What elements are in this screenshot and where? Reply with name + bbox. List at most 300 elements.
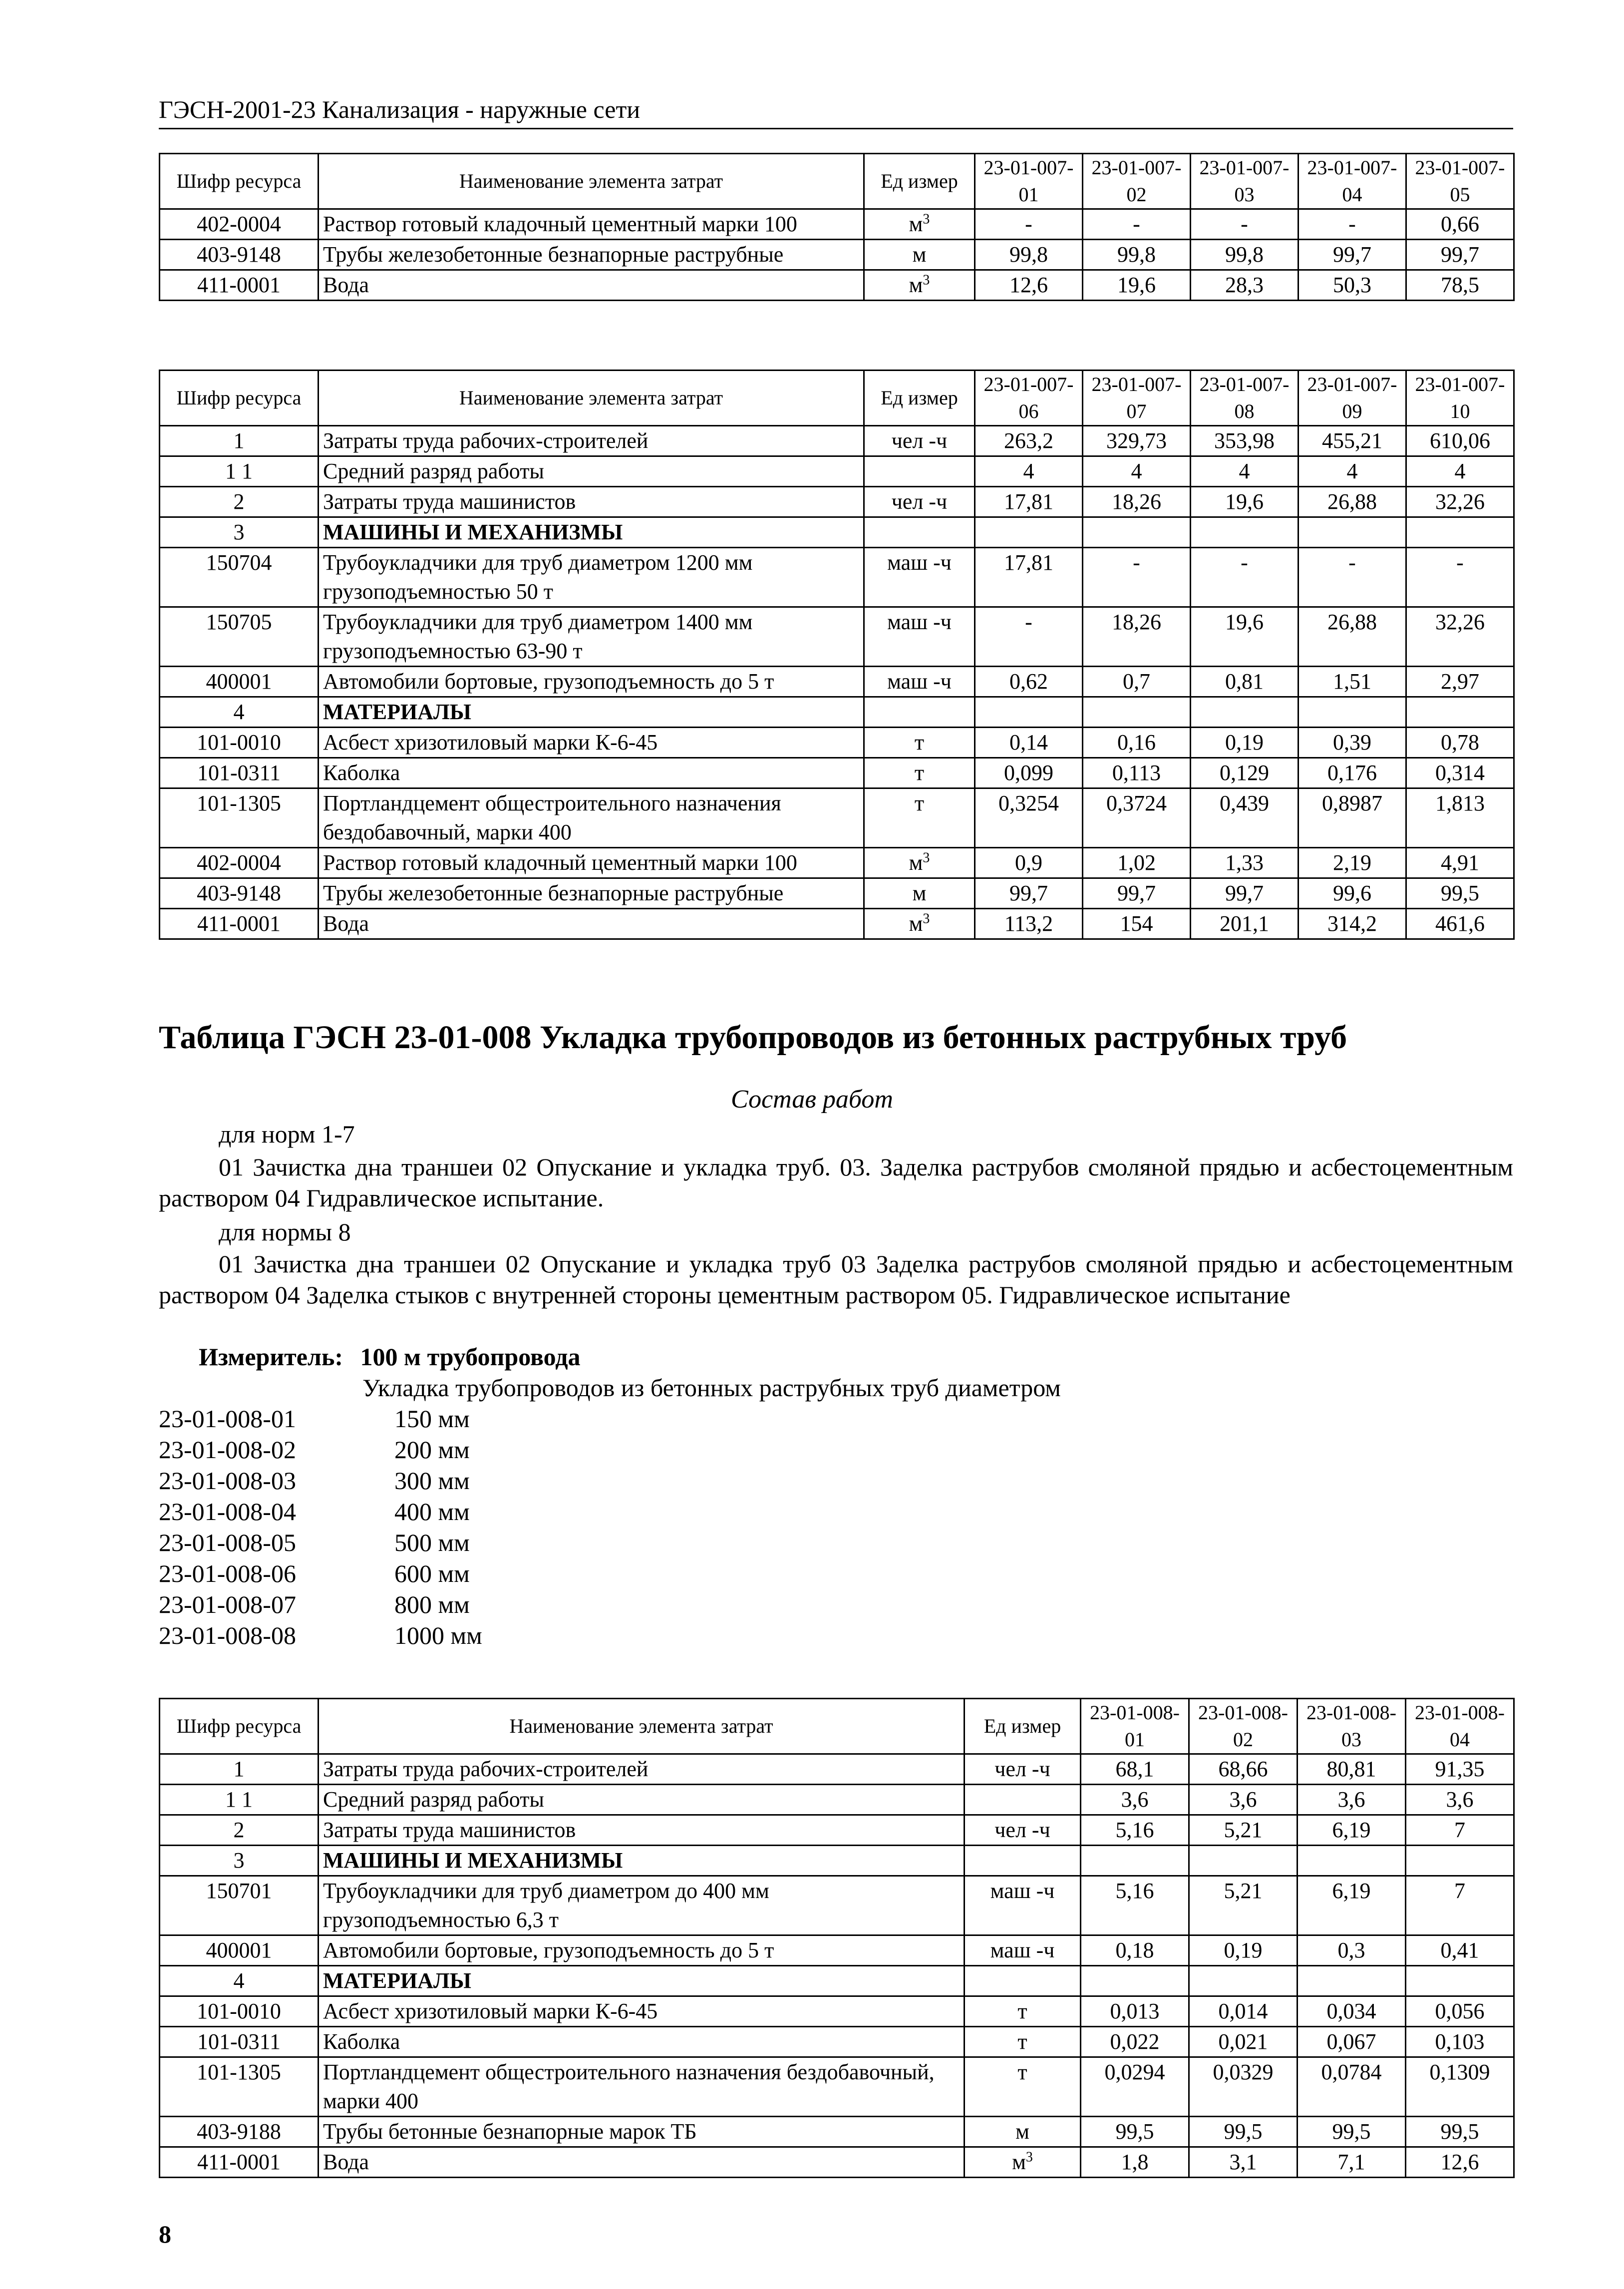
column-header: 23-01-008-04 xyxy=(1406,1699,1514,1754)
unit-cell: чел -ч xyxy=(864,487,975,517)
code-row xyxy=(159,1558,482,1589)
value-cell: 68,1 xyxy=(1081,1754,1189,1785)
unit-cell: м xyxy=(864,878,975,909)
value-cell xyxy=(1081,1966,1189,1996)
resource-code-cell: 1 1 xyxy=(160,456,319,487)
pipe-diameter: 600 мм xyxy=(394,1559,470,1587)
value-cell: 0,8987 xyxy=(1299,788,1406,848)
value-cell: 0,66 xyxy=(1406,209,1514,240)
value-cell: 19,6 xyxy=(1191,607,1299,667)
cost-element-cell: Портландцемент общестроительного назначения бездобавочный, марки 400 xyxy=(319,2057,965,2117)
resource-code-cell: 403-9148 xyxy=(160,878,319,909)
cost-element-cell: Асбест хризотиловый марки К-6-45 xyxy=(319,728,864,758)
value-cell: 7 xyxy=(1406,1815,1514,1846)
value-cell: 0,022 xyxy=(1081,2027,1189,2057)
table-row xyxy=(160,548,1514,607)
table-row xyxy=(160,1785,1514,1815)
unit-cell: т xyxy=(864,788,975,848)
norms-2-text: 01 Зачистка дна траншеи 02 Опускание и укладка труб 03 Заделка раструбов смоляной прядью и асбестоцементным раствором 04 Заделка стыков с внутренней стороны цементным раствором 05. Гидравлическое испытание xyxy=(159,1250,1513,1309)
value-cell xyxy=(1406,517,1514,548)
table-row xyxy=(160,788,1514,848)
cost-element-cell: Средний разряд работы xyxy=(319,1785,965,1815)
value-cell xyxy=(1406,1966,1514,1996)
table-row xyxy=(160,2147,1514,2178)
value-cell: 1,33 xyxy=(1191,848,1299,878)
unit-cell: м xyxy=(965,2117,1081,2147)
value-cell: 99,7 xyxy=(975,878,1083,909)
value-cell xyxy=(1191,697,1299,728)
resource-code-cell: 150705 xyxy=(160,607,319,667)
value-cell: 4 xyxy=(1083,456,1191,487)
value-cell: 0,176 xyxy=(1299,758,1406,788)
value-cell: 0,314 xyxy=(1406,758,1514,788)
resource-code-cell: 150704 xyxy=(160,548,319,607)
value-cell: 99,5 xyxy=(1298,2117,1406,2147)
value-cell: 99,5 xyxy=(1406,878,1514,909)
table-3-body xyxy=(160,1754,1514,2178)
resource-code-cell: 1 xyxy=(160,1754,319,1785)
code-row xyxy=(159,1620,482,1651)
value-cell xyxy=(1083,697,1191,728)
cost-element-cell: Затраты труда машинистов xyxy=(319,487,864,517)
value-cell: 4 xyxy=(1299,456,1406,487)
value-cell: 2,19 xyxy=(1299,848,1406,878)
resource-code-cell: 150701 xyxy=(160,1876,319,1935)
value-cell: 0,39 xyxy=(1299,728,1406,758)
value-cell: - xyxy=(1083,548,1191,607)
value-cell: 17,81 xyxy=(975,487,1083,517)
table-2 xyxy=(159,370,1515,940)
cost-element-cell: Каболка xyxy=(319,2027,965,2057)
column-header: Ед измер xyxy=(965,1699,1081,1754)
table-row xyxy=(160,487,1514,517)
column-header: 23-01-007-04 xyxy=(1299,154,1406,209)
table-row xyxy=(160,426,1514,456)
value-cell: 201,1 xyxy=(1191,909,1299,939)
value-cell: - xyxy=(1191,209,1299,240)
value-cell: 99,7 xyxy=(1191,878,1299,909)
unit-cell: $м^3$ xyxy=(864,909,975,939)
value-cell: 6,19 xyxy=(1298,1815,1406,1846)
table-row xyxy=(160,2027,1514,2057)
value-cell: 0,3254 xyxy=(975,788,1083,848)
value-cell: 5,16 xyxy=(1081,1815,1189,1846)
value-cell: - xyxy=(1299,209,1406,240)
value-cell: 0,014 xyxy=(1189,1996,1298,2027)
column-header: 23-01-007-02 xyxy=(1083,154,1191,209)
value-cell xyxy=(1189,1966,1298,1996)
value-cell: 12,6 xyxy=(1406,2147,1514,2178)
value-cell: 3,6 xyxy=(1081,1785,1189,1815)
unit-cell: м xyxy=(864,240,975,270)
meter-line xyxy=(199,1341,581,1372)
table-row xyxy=(160,728,1514,758)
value-cell: 3,6 xyxy=(1406,1785,1514,1815)
resource-code-cell: 2 xyxy=(160,1815,319,1846)
section-subtitle: Состав работ xyxy=(731,1085,893,1114)
table-2-header-row xyxy=(160,371,1514,426)
value-cell xyxy=(975,517,1083,548)
header-rule xyxy=(159,128,1513,129)
value-cell: 0,1309 xyxy=(1406,2057,1514,2117)
value-cell: 154 xyxy=(1083,909,1191,939)
value-cell: 0,41 xyxy=(1406,1935,1514,1966)
value-cell: 0,3 xyxy=(1298,1935,1406,1966)
code-row xyxy=(159,1496,482,1527)
table-3 xyxy=(159,1698,1515,2178)
value-cell: 28,3 xyxy=(1191,270,1299,301)
cost-element-cell: Автомобили бортовые, грузоподъемность до 5 т xyxy=(319,667,864,697)
resource-code-cell: 3 xyxy=(160,1846,319,1876)
unit-cell: чел -ч xyxy=(965,1754,1081,1785)
value-cell xyxy=(1189,1846,1298,1876)
column-header: 23-01-007-10 xyxy=(1406,371,1514,426)
value-cell: 5,21 xyxy=(1189,1815,1298,1846)
resource-code-cell: 101-0311 xyxy=(160,2027,319,2057)
unit-cell: маш -ч xyxy=(965,1935,1081,1966)
value-cell: 455,21 xyxy=(1299,426,1406,456)
norms-2-label: для нормы 8 xyxy=(219,1218,351,1246)
unit-cell: $м^3$ xyxy=(965,2147,1081,2178)
value-cell xyxy=(975,697,1083,728)
column-header: 23-01-008-01 xyxy=(1081,1699,1189,1754)
value-cell: 0,7 xyxy=(1083,667,1191,697)
value-cell: 0,113 xyxy=(1083,758,1191,788)
value-cell: 18,26 xyxy=(1083,487,1191,517)
value-cell: 99,8 xyxy=(1083,240,1191,270)
column-header: 23-01-007-08 xyxy=(1191,371,1299,426)
table-row xyxy=(160,456,1514,487)
pipe-diameter: 800 мм xyxy=(394,1590,470,1618)
norms-1-text: 01 Зачистка дна траншеи 02 Опускание и укладка труб. 03. Заделка раструбов смоляной прядью и асбестоцементным раствором 04 Гидравлическое испытание. xyxy=(159,1153,1513,1212)
norm-code: 23-01-008-06 xyxy=(159,1559,296,1587)
value-cell: 99,5 xyxy=(1189,2117,1298,2147)
table-row xyxy=(160,848,1514,878)
value-cell xyxy=(1081,1846,1189,1876)
cost-element-cell: Трубоукладчики для труб диаметром до 400 мм грузоподъемностью 6,3 т xyxy=(319,1876,965,1935)
cost-element-cell: Средний разряд работы xyxy=(319,456,864,487)
table-row xyxy=(160,1846,1514,1876)
cost-element-cell: Вода xyxy=(319,270,864,301)
value-cell: 99,8 xyxy=(975,240,1083,270)
resource-code-cell: 411-0001 xyxy=(160,909,319,939)
value-cell: 4 xyxy=(1406,456,1514,487)
cost-element-cell: Асбест хризотиловый марки К-6-45 xyxy=(319,1996,965,2027)
table-row xyxy=(160,697,1514,728)
value-cell: 3,1 xyxy=(1189,2147,1298,2178)
value-cell: 5,16 xyxy=(1081,1876,1189,1935)
meter-value: 100 м трубопровода xyxy=(360,1343,581,1371)
table-row xyxy=(160,209,1514,240)
pipe-diameter: 300 мм xyxy=(394,1467,470,1495)
value-cell: 3,6 xyxy=(1189,1785,1298,1815)
cost-element-cell: Затраты труда рабочих-строителей xyxy=(319,426,864,456)
cost-element-cell: Раствор готовый кладочный цементный марки 100 xyxy=(319,848,864,878)
cost-element-cell: Автомобили бортовые, грузоподъемность до 5 т xyxy=(319,1935,965,1966)
column-header: Наименование элемента затрат xyxy=(319,371,864,426)
pipe-diameter: 150 мм xyxy=(394,1405,470,1433)
norm-code: 23-01-008-08 xyxy=(159,1621,296,1649)
value-cell: 0,0329 xyxy=(1189,2057,1298,2117)
value-cell: 1,8 xyxy=(1081,2147,1189,2178)
column-header: Шифр ресурса xyxy=(160,1699,319,1754)
code-row xyxy=(159,1403,482,1434)
code-row xyxy=(159,1589,482,1620)
value-cell: 461,6 xyxy=(1406,909,1514,939)
resource-code-cell: 101-1305 xyxy=(160,788,319,848)
page-number: 8 xyxy=(159,2220,171,2248)
code-list xyxy=(159,1403,482,1651)
value-cell: 0,81 xyxy=(1191,667,1299,697)
table-row xyxy=(160,667,1514,697)
value-cell: 0,9 xyxy=(975,848,1083,878)
value-cell xyxy=(1191,517,1299,548)
value-cell: 353,98 xyxy=(1191,426,1299,456)
value-cell xyxy=(1298,1966,1406,1996)
value-cell: 0,013 xyxy=(1081,1996,1189,2027)
column-header: Ед измер xyxy=(864,371,975,426)
table-row xyxy=(160,240,1514,270)
value-cell: 2,97 xyxy=(1406,667,1514,697)
column-header: Шифр ресурса xyxy=(160,371,319,426)
value-cell: 329,73 xyxy=(1083,426,1191,456)
page-header: ГЭСН-2001-23 Канализация - наружные сети xyxy=(159,95,641,123)
unit-cell: $м^3$ xyxy=(864,270,975,301)
value-cell: 0,021 xyxy=(1189,2027,1298,2057)
value-cell: 99,7 xyxy=(1083,878,1191,909)
unit-cell xyxy=(864,517,975,548)
value-cell: 99,7 xyxy=(1299,240,1406,270)
column-header: 23-01-007-09 xyxy=(1299,371,1406,426)
resource-code-cell: 4 xyxy=(160,1966,319,1996)
norm-code: 23-01-008-01 xyxy=(159,1405,296,1433)
value-cell xyxy=(1083,517,1191,548)
value-cell xyxy=(1406,1846,1514,1876)
norm-code: 23-01-008-05 xyxy=(159,1528,296,1556)
unit-cell xyxy=(864,456,975,487)
resource-code-cell: 400001 xyxy=(160,1935,319,1966)
value-cell: 19,6 xyxy=(1083,270,1191,301)
table-1 xyxy=(159,153,1515,301)
column-header: 23-01-007-07 xyxy=(1083,371,1191,426)
value-cell: 50,3 xyxy=(1299,270,1406,301)
column-header: 23-01-007-03 xyxy=(1191,154,1299,209)
resource-code-cell: 4 xyxy=(160,697,319,728)
value-cell: 0,129 xyxy=(1191,758,1299,788)
resource-code-cell: 101-0010 xyxy=(160,1996,319,2027)
table-row xyxy=(160,607,1514,667)
cost-element-cell: Трубоукладчики для труб диаметром 1200 мм грузоподъемностью 50 т xyxy=(319,548,864,607)
value-cell: 26,88 xyxy=(1299,487,1406,517)
column-header: 23-01-008-02 xyxy=(1189,1699,1298,1754)
resource-code-cell: 402-0004 xyxy=(160,848,319,878)
cost-element-cell: Затраты труда рабочих-строителей xyxy=(319,1754,965,1785)
meter-label: Измеритель: xyxy=(199,1343,343,1371)
cost-element-cell: Раствор готовый кладочный цементный марки 100 xyxy=(319,209,864,240)
resource-code-cell: 403-9148 xyxy=(160,240,319,270)
unit-cell: $м^3$ xyxy=(864,209,975,240)
value-cell: 1,813 xyxy=(1406,788,1514,848)
cost-element-cell: МАТЕРИАЛЫ xyxy=(319,1966,965,1996)
value-cell: - xyxy=(975,209,1083,240)
value-cell: 0,18 xyxy=(1081,1935,1189,1966)
value-cell: 4 xyxy=(975,456,1083,487)
value-cell: 99,6 xyxy=(1299,878,1406,909)
cost-element-cell: Трубы бетонные безнапорные марок ТБ xyxy=(319,2117,965,2147)
value-cell: 0,103 xyxy=(1406,2027,1514,2057)
value-cell: 7,1 xyxy=(1298,2147,1406,2178)
cost-element-cell: Затраты труда машинистов xyxy=(319,1815,965,1846)
table-row xyxy=(160,2117,1514,2147)
caption: Укладка трубопроводов из бетонных раструбных труб диаметром xyxy=(362,1374,1061,1402)
value-cell: 314,2 xyxy=(1299,909,1406,939)
cost-element-cell: Вода xyxy=(319,2147,965,2178)
unit-cell: т xyxy=(965,2027,1081,2057)
value-cell: - xyxy=(1299,548,1406,607)
value-cell: 17,81 xyxy=(975,548,1083,607)
norms-1-label: для норм 1-7 xyxy=(219,1120,355,1148)
value-cell: 91,35 xyxy=(1406,1754,1514,1785)
table-row xyxy=(160,909,1514,939)
table-row xyxy=(160,1935,1514,1966)
unit-cell: маш -ч xyxy=(864,607,975,667)
value-cell: - xyxy=(975,607,1083,667)
table-row xyxy=(160,517,1514,548)
value-cell: 6,19 xyxy=(1298,1876,1406,1935)
norm-code: 23-01-008-02 xyxy=(159,1436,296,1464)
value-cell: - xyxy=(1406,548,1514,607)
column-header: 23-01-007-06 xyxy=(975,371,1083,426)
unit-cell xyxy=(965,1785,1081,1815)
value-cell: 0,0784 xyxy=(1298,2057,1406,2117)
table-1-header-row xyxy=(160,154,1514,209)
value-cell xyxy=(1298,1846,1406,1876)
value-cell xyxy=(1299,517,1406,548)
value-cell: 1,51 xyxy=(1299,667,1406,697)
unit-cell xyxy=(864,697,975,728)
value-cell: 610,06 xyxy=(1406,426,1514,456)
value-cell: 18,26 xyxy=(1083,607,1191,667)
unit-cell: чел -ч xyxy=(965,1815,1081,1846)
pipe-diameter: 200 мм xyxy=(394,1436,470,1464)
resource-code-cell: 101-0311 xyxy=(160,758,319,788)
code-row xyxy=(159,1434,482,1465)
value-cell: 7 xyxy=(1406,1876,1514,1935)
table-row xyxy=(160,878,1514,909)
value-cell: 0,16 xyxy=(1083,728,1191,758)
table-row xyxy=(160,1966,1514,1996)
norm-code: 23-01-008-04 xyxy=(159,1498,296,1526)
table-row xyxy=(160,2057,1514,2117)
value-cell: 5,21 xyxy=(1189,1876,1298,1935)
value-cell: - xyxy=(1083,209,1191,240)
cost-element-cell: МАШИНЫ И МЕХАНИЗМЫ xyxy=(319,1846,965,1876)
resource-code-cell: 3 xyxy=(160,517,319,548)
code-row xyxy=(159,1465,482,1496)
resource-code-cell: 1 1 xyxy=(160,1785,319,1815)
table-3-header-row xyxy=(160,1699,1514,1754)
value-cell: 0,439 xyxy=(1191,788,1299,848)
column-header: Ед измер xyxy=(864,154,975,209)
resource-code-cell: 2 xyxy=(160,487,319,517)
value-cell: 0,78 xyxy=(1406,728,1514,758)
unit-cell: маш -ч xyxy=(864,548,975,607)
code-row xyxy=(159,1527,482,1558)
value-cell: 0,62 xyxy=(975,667,1083,697)
cost-element-cell: Трубоукладчики для труб диаметром 1400 мм грузоподъемностью 63-90 т xyxy=(319,607,864,667)
norm-code: 23-01-008-07 xyxy=(159,1590,296,1618)
table-row xyxy=(160,270,1514,301)
table-row xyxy=(160,1815,1514,1846)
cost-element-cell: МАТЕРИАЛЫ xyxy=(319,697,864,728)
value-cell: - xyxy=(1191,548,1299,607)
pipe-diameter: 500 мм xyxy=(394,1528,470,1556)
column-header: 23-01-007-01 xyxy=(975,154,1083,209)
value-cell: 78,5 xyxy=(1406,270,1514,301)
resource-code-cell: 101-0010 xyxy=(160,728,319,758)
pipe-diameter: 400 мм xyxy=(394,1498,470,1526)
value-cell: 0,3724 xyxy=(1083,788,1191,848)
cost-element-cell: Вода xyxy=(319,909,864,939)
table-row xyxy=(160,1754,1514,1785)
unit-cell xyxy=(965,1846,1081,1876)
cost-element-cell: Каболка xyxy=(319,758,864,788)
resource-code-cell: 402-0004 xyxy=(160,209,319,240)
unit-cell: т xyxy=(864,728,975,758)
column-header: Наименование элемента затрат xyxy=(319,1699,965,1754)
unit-cell: т xyxy=(965,2057,1081,2117)
value-cell: 26,88 xyxy=(1299,607,1406,667)
unit-cell: маш -ч xyxy=(864,667,975,697)
value-cell: 99,8 xyxy=(1191,240,1299,270)
table-row xyxy=(160,1876,1514,1935)
unit-cell xyxy=(965,1966,1081,1996)
value-cell: 19,6 xyxy=(1191,487,1299,517)
value-cell: 3,6 xyxy=(1298,1785,1406,1815)
unit-cell: $м^3$ xyxy=(864,848,975,878)
table-2-body xyxy=(160,426,1514,939)
value-cell: 263,2 xyxy=(975,426,1083,456)
resource-code-cell: 411-0001 xyxy=(160,2147,319,2178)
value-cell: 0,0294 xyxy=(1081,2057,1189,2117)
resource-code-cell: 1 xyxy=(160,426,319,456)
resource-code-cell: 400001 xyxy=(160,667,319,697)
value-cell: 4 xyxy=(1191,456,1299,487)
table-1-body xyxy=(160,209,1514,301)
pipe-diameter: 1000 мм xyxy=(394,1621,482,1649)
value-cell: 4,91 xyxy=(1406,848,1514,878)
value-cell: 32,26 xyxy=(1406,607,1514,667)
value-cell: 80,81 xyxy=(1298,1754,1406,1785)
resource-code-cell: 403-9188 xyxy=(160,2117,319,2147)
value-cell: 0,056 xyxy=(1406,1996,1514,2027)
cost-element-cell: МАШИНЫ И МЕХАНИЗМЫ xyxy=(319,517,864,548)
value-cell: 99,5 xyxy=(1406,2117,1514,2147)
column-header: Шифр ресурса xyxy=(160,154,319,209)
resource-code-cell: 411-0001 xyxy=(160,270,319,301)
value-cell: 0,067 xyxy=(1298,2027,1406,2057)
value-cell: 0,14 xyxy=(975,728,1083,758)
value-cell: 0,034 xyxy=(1298,1996,1406,2027)
table-row xyxy=(160,758,1514,788)
value-cell: 99,5 xyxy=(1081,2117,1189,2147)
cost-element-cell: Трубы железобетонные безнапорные раструбные xyxy=(319,878,864,909)
norm-code: 23-01-008-03 xyxy=(159,1467,296,1495)
value-cell: 0,19 xyxy=(1189,1935,1298,1966)
value-cell: 99,7 xyxy=(1406,240,1514,270)
table-row xyxy=(160,1996,1514,2027)
section-title: Таблица ГЭСН 23-01-008 Укладка трубопроводов из бетонных раструбных труб xyxy=(159,1019,1347,1056)
